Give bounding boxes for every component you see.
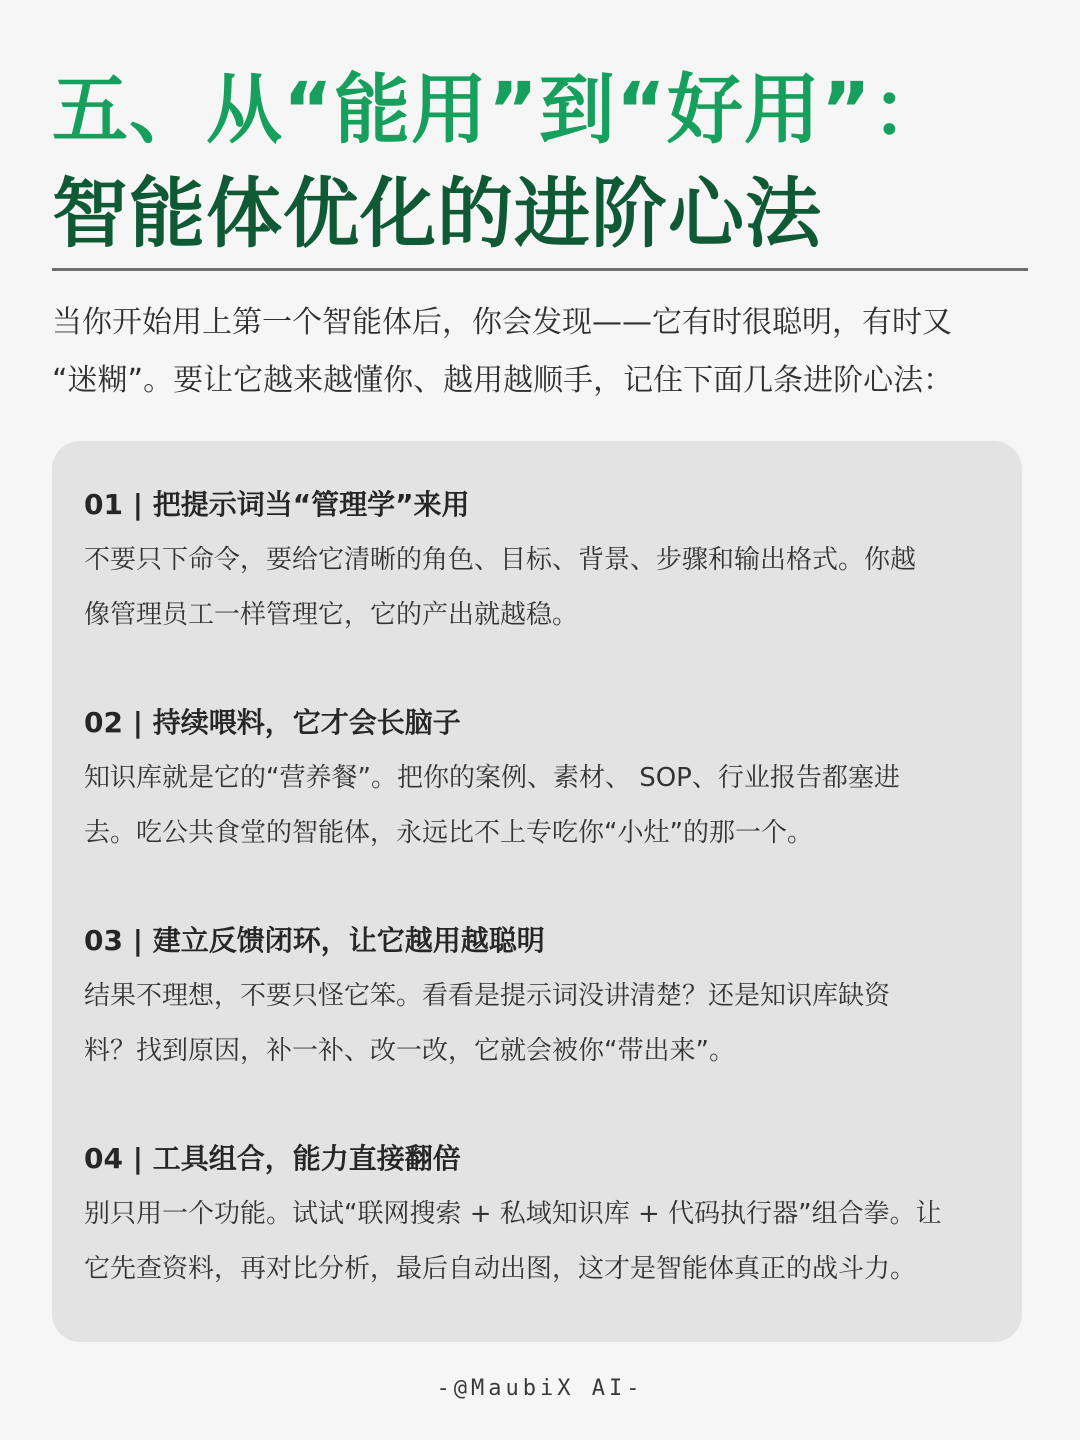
tip-title: 04 | 工具组合，能力直接翻倍	[84, 1142, 461, 1175]
tip-body-line: 料？找到原因，补一补、改一改，它就会被你“带出来”。	[84, 1036, 735, 1066]
tips-card	[52, 441, 1022, 1342]
intro-paragraph	[52, 294, 1032, 410]
tip-body-line: 别只用一个功能。试试“联网搜索 + 私域知识库 + 代码执行器”组合拳。让	[84, 1199, 942, 1229]
intro-line-2: “迷糊”。要让它越来越懂你、越用越顺手，记住下面几条进阶心法：	[52, 363, 954, 398]
tip-title: 03 | 建立反馈闭环，让它越用越聪明	[84, 924, 545, 957]
tip-body-line: 去。吃公共食堂的智能体，永远比不上专吃你“小灶”的那一个。	[84, 818, 813, 848]
tip-item-04	[84, 1139, 1004, 1297]
tip-title: 02 | 持续喂料，它才会长脑子	[84, 706, 461, 739]
tip-body	[84, 533, 1004, 643]
tip-title: 01 | 把提示词当“管理学”来用	[84, 488, 470, 521]
tip-body	[84, 751, 1004, 861]
tip-item-02	[84, 703, 1004, 861]
tip-item-01	[84, 485, 1004, 643]
tip-body-line: 像管理员工一样管理它，它的产出就越稳。	[84, 600, 579, 630]
tip-body	[84, 1187, 1004, 1297]
title-line-2: 智能体优化的进阶心法	[52, 169, 822, 258]
tip-body-line: 知识库就是它的“营养餐”。把你的案例、素材、 SOP、行业报告都塞进	[84, 763, 900, 793]
tip-item-03	[84, 921, 1004, 1079]
title-divider	[52, 268, 1028, 271]
tip-body-line: 结果不理想，不要只怪它笨。看看是提示词没讲清楚？还是知识库缺资	[84, 981, 891, 1011]
footer-signature: -@MaubiX AI-	[436, 1376, 644, 1401]
tip-body	[84, 969, 1004, 1079]
page-title	[52, 58, 1032, 266]
tip-body-line: 不要只下命令，要给它清晰的角色、目标、背景、步骤和输出格式。你越	[84, 545, 917, 575]
title-line-1: 五、从“能用”到“好用”：	[52, 65, 949, 154]
intro-line-1: 当你开始用上第一个智能体后，你会发现——它有时很聪明，有时又	[52, 305, 952, 340]
tip-body-line: 它先查资料，再对比分析，最后自动出图，这才是智能体真正的战斗力。	[84, 1254, 917, 1284]
